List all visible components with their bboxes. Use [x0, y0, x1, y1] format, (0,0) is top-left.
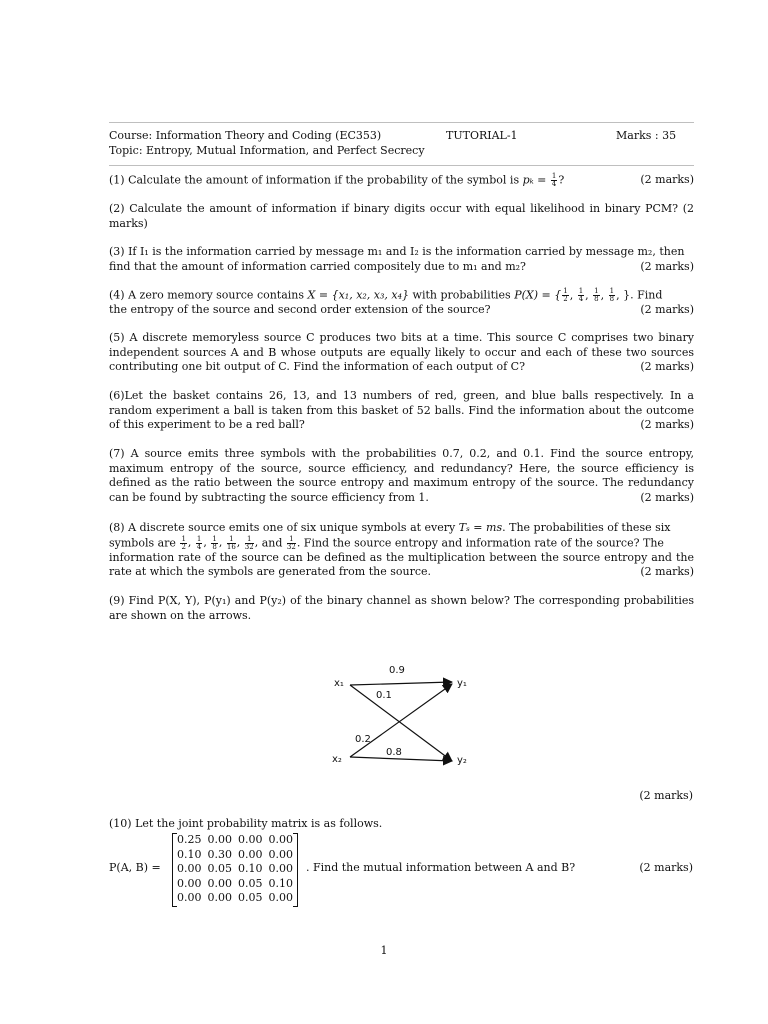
matrix-cell: 0.00 — [207, 833, 232, 846]
q4-fraction-0 — [562, 288, 568, 303]
q8-fraction-1 — [196, 536, 202, 551]
q8-last-den: 32 — [286, 542, 296, 551]
q8-fraction-2 — [211, 536, 217, 551]
q8-fractions — [179, 536, 261, 549]
node-y1: y₁ — [457, 678, 467, 689]
matrix-cell: 0.00 — [177, 876, 202, 890]
q4-fraction-2 — [593, 288, 599, 303]
matrix-cell: 0.10 — [268, 876, 293, 890]
matrix-cell: 0.30 — [207, 847, 232, 861]
q8-fraction-2-den: 8 — [212, 542, 217, 551]
q4-fraction-3-num: 1 — [609, 287, 615, 295]
question-10-text: (10) Let the joint probability matrix is as follows. — [109, 817, 383, 830]
q8-fraction-3-den: 16 — [226, 542, 236, 551]
label-x1-y2: 0.1 — [376, 690, 392, 701]
q4-set: X = {x₁, x₂, x₃, x₄} — [307, 288, 410, 302]
question-6 — [109, 389, 694, 433]
matrix-cell: 0.00 — [177, 862, 202, 875]
matrix-cell: 0.00 — [238, 833, 263, 846]
matrix-row — [174, 891, 296, 906]
q8-text-a: (8) A discrete source emits one of six unique symbols at every — [109, 521, 456, 534]
question-8-marks: (2 marks) — [640, 565, 694, 578]
top-rule — [109, 122, 694, 123]
q8-text-b: . The probabilities of these six — [502, 521, 671, 534]
q8-fraction-4-den: 32 — [244, 542, 254, 551]
question-10-marks: (2 marks) — [639, 861, 693, 874]
q4-fraction-1-num: 1 — [578, 287, 584, 295]
q8-text-c: symbols are — [109, 536, 176, 549]
question-1-text: (1) Calculate the amount of information if the probability of the symbol is — [109, 173, 520, 187]
question-2 — [109, 202, 694, 231]
question-9-text: (9) Find P(X, Y), P(y₁) and P(y₂) of the binary channel as shown below? The corresponding probabilities are shown on the arrows. — [109, 594, 694, 622]
arrow-x1-y1 — [350, 682, 452, 685]
q8-last-num: 1 — [287, 536, 296, 544]
joint-probability-matrix — [174, 833, 296, 906]
matrix-row — [174, 848, 296, 863]
question-4 — [109, 288, 694, 318]
q4-fraction-comma: , — [616, 288, 624, 302]
question-6-marks: (2 marks) — [640, 418, 694, 431]
pab-label: P(A, B) = — [109, 861, 161, 874]
question-1-marks: (2 marks) — [640, 173, 694, 186]
question-9 — [109, 594, 694, 623]
q4-fraction-0-den: 2 — [563, 295, 568, 303]
q4-text-b: with probabilities — [412, 288, 511, 302]
q8-fraction-4 — [245, 536, 254, 551]
label-x2-y2: 0.8 — [386, 747, 402, 758]
q8-fraction-comma: , — [187, 536, 195, 549]
q1-expression: pₖ = — [522, 173, 547, 187]
header-rule — [109, 165, 694, 166]
matrix-cell: 0.10 — [238, 862, 263, 875]
page-number: 1 — [380, 944, 388, 957]
question-1 — [109, 173, 694, 188]
question-4-marks: (2 marks) — [640, 303, 694, 316]
q4-fraction-comma: , — [600, 288, 608, 302]
q4-text-a: (4) A zero memory source contains — [109, 288, 305, 302]
matrix-cell: 0.00 — [207, 876, 232, 890]
matrix-cell: 0.00 — [268, 891, 293, 904]
node-y2: y₂ — [457, 755, 467, 766]
q4-fractions — [561, 289, 623, 302]
question-8-line-1 — [109, 521, 694, 536]
q8-fraction-3 — [227, 536, 236, 551]
question-5-text: (5) A discrete memoryless source C produces two bits at a time. This source C comprises two binary independent sources A and B whose outputs are equally likely to occur and each of these two sources contributing one bit output of C. Find the information of each output of C? — [109, 331, 694, 373]
label-x2-y1: 0.2 — [355, 734, 371, 745]
q1-den: 4 — [551, 180, 557, 188]
q4-fraction-3 — [609, 288, 615, 303]
matrix-cell: 0.05 — [238, 876, 263, 890]
q8-ts: Tₛ = ms — [458, 521, 503, 534]
question-7 — [109, 447, 694, 505]
matrix-cell: 0.05 — [238, 891, 263, 904]
question-3-line-1: (3) If I₁ is the information carried by message m₁ and I₂ is the information carried by message m₂, then — [109, 245, 685, 258]
matrix-cell: 0.25 — [177, 833, 202, 846]
total-marks: Marks : 35 — [616, 129, 677, 142]
question-8-rest: information rate of the source can be defined as the multiplication between the source entropy and the rate at which the symbols are generated from the source. — [109, 550, 694, 578]
question-8 — [109, 521, 694, 580]
matrix-right-bracket — [293, 833, 298, 907]
q4-fraction-2-num: 1 — [594, 287, 599, 295]
question-2-text: (2) Calculate the amount of information if binary digits occur with equal likelihood in binary PCM? (2 marks) — [109, 202, 694, 230]
q8-fraction-0 — [180, 536, 186, 551]
topic-title: Topic: Entropy, Mutual Information, and Perfect Secrecy — [109, 144, 425, 157]
q4-fraction-comma: , — [569, 288, 577, 302]
q4-text-c: . Find — [630, 288, 663, 302]
q8-fraction-1-num: 1 — [196, 534, 202, 543]
q4-fraction-3-den: 8 — [609, 295, 615, 303]
matrix-cell: 0.00 — [177, 891, 202, 904]
question-10-after: . Find the mutual information between A and B? — [306, 861, 576, 874]
node-x2: x₂ — [332, 754, 342, 765]
q4-fraction-1-den: 4 — [578, 295, 584, 303]
matrix-cell: 0.00 — [207, 891, 232, 904]
matrix-row — [174, 833, 296, 848]
matrix-row — [174, 862, 296, 877]
q8-fraction-comma: , — [254, 536, 262, 549]
matrix-row — [174, 877, 296, 892]
q4-close: } — [623, 288, 631, 302]
q8-last-fraction — [287, 536, 296, 551]
question-3-line-2: find that the amount of information carried compositely due to m₁ and m₂? — [109, 259, 526, 273]
matrix-cell: 0.00 — [268, 847, 293, 861]
q8-fraction-4-num: 1 — [245, 536, 254, 544]
node-x1: x₁ — [334, 678, 344, 689]
q8-text-d: . Find the source entropy and information rate of the source? The — [296, 536, 664, 549]
matrix-cell: 0.00 — [268, 862, 293, 875]
question-8-line-2 — [109, 536, 694, 551]
label-x1-y1: 0.9 — [389, 665, 405, 676]
question-3 — [109, 245, 694, 274]
matrix-body — [174, 833, 296, 906]
q8-fraction-0-num: 1 — [181, 534, 186, 543]
question-5 — [109, 331, 694, 375]
matrix-cell: 0.00 — [238, 847, 263, 861]
tutorial-label: TUTORIAL-1 — [446, 129, 518, 142]
q8-fraction-1-den: 4 — [196, 542, 202, 551]
q1-end: ? — [558, 173, 565, 187]
question-9-marks: (2 marks) — [639, 789, 693, 802]
question-5-marks: (2 marks) — [640, 360, 694, 373]
q4-fraction-0-num: 1 — [563, 287, 568, 295]
q4-fraction-comma: , — [585, 288, 593, 302]
question-7-marks: (2 marks) — [640, 490, 694, 504]
question-6-text: (6)Let the basket contains 26, 13, and 13 numbers of red, green, and blue balls respectively. In a random experiment a ball is taken from this basket of 52 balls. Find the information about the outcome of this experiment to be a red ball? — [109, 389, 694, 431]
q1-num: 1 — [551, 172, 557, 180]
q8-fraction-0-den: 2 — [181, 542, 186, 551]
matrix-cell: 0.05 — [207, 862, 232, 875]
question-4-line-1 — [109, 288, 694, 303]
q8-fraction-comma: , — [203, 536, 211, 549]
q4-fraction-2-den: 8 — [594, 295, 599, 303]
matrix-left-bracket — [172, 833, 177, 907]
question-3-marks: (2 marks) — [640, 259, 694, 273]
question-7-text: (7) A source emits three symbols with the probabilities 0.7, 0.2, and 0.1. Find the source entropy, maximum entropy of the source, source efficiency, and redundancy? Here, the source efficiency is defined as the ratio between the source entropy and maximum entropy of the source. The redundancy can be found by subtracting the source efficiency from 1. — [109, 447, 694, 504]
q4-fraction-1 — [578, 288, 584, 303]
matrix-cell: 0.10 — [177, 847, 202, 861]
q8-fraction-2-num: 1 — [212, 534, 217, 543]
q1-fraction — [551, 173, 557, 188]
course-title: Course: Information Theory and Coding (EC353) — [109, 129, 382, 142]
matrix-cell: 0.00 — [268, 833, 293, 846]
q8-fraction-3-num: 1 — [227, 536, 236, 544]
question-4-line-2: the entropy of the source and second order extension of the source? — [109, 303, 491, 316]
binary-channel-diagram — [320, 655, 480, 775]
q8-fraction-comma: , — [218, 536, 226, 549]
q8-and: and — [261, 536, 283, 549]
q8-fraction-comma: , — [236, 536, 244, 549]
q4-px: P(X) = { — [514, 288, 562, 302]
